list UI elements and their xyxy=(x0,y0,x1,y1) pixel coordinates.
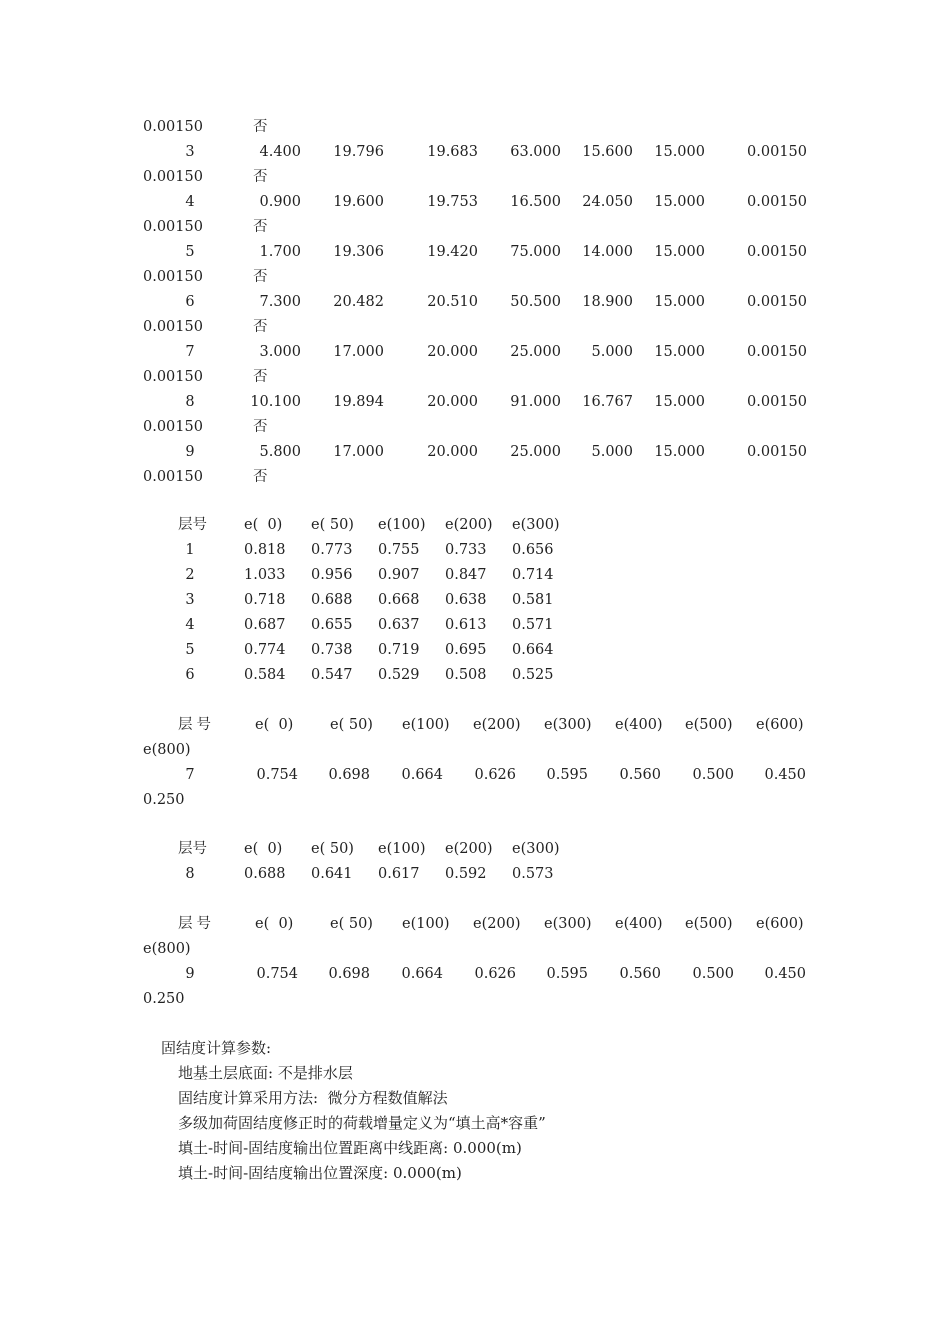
table-row-wrap xyxy=(0,365,950,390)
cell: 19.420 xyxy=(427,244,478,260)
cell: 0.664 xyxy=(512,642,554,658)
cell: 0.250 xyxy=(143,991,185,1007)
cell: 15.600 xyxy=(582,144,633,160)
cell: 0.560 xyxy=(619,966,661,982)
cell: 0.00150 xyxy=(747,444,807,460)
cell: 19.683 xyxy=(427,144,478,160)
cell: 24.050 xyxy=(582,194,633,210)
cell: 17.000 xyxy=(333,444,384,460)
cell: 0.00150 xyxy=(747,194,807,210)
column-header: e(200) xyxy=(473,717,521,733)
cell: 0.581 xyxy=(512,592,554,608)
column-header: e(100) xyxy=(378,517,426,533)
column-header: e(400) xyxy=(615,717,663,733)
column-header: e( 0) xyxy=(255,916,294,932)
cell: 0.500 xyxy=(692,966,734,982)
cell: 0.773 xyxy=(311,542,353,558)
column-header: e(200) xyxy=(445,841,493,857)
cell: 0.00150 xyxy=(747,344,807,360)
cell: 0.525 xyxy=(512,667,554,683)
cell: 0.755 xyxy=(378,542,420,558)
cell: 否 xyxy=(253,319,268,335)
column-header: e( 0) xyxy=(255,717,294,733)
cell: 0.900 xyxy=(259,194,301,210)
cell: 0.637 xyxy=(378,617,420,633)
column-header: e(300) xyxy=(544,916,592,932)
table-header xyxy=(0,713,950,738)
column-header: e(400) xyxy=(615,916,663,932)
cell: 17.000 xyxy=(333,344,384,360)
cell: 4.400 xyxy=(259,144,301,160)
table-row xyxy=(0,290,950,315)
cell: 5.000 xyxy=(591,444,633,460)
cell: 0.907 xyxy=(378,567,420,583)
cell: 0.584 xyxy=(244,667,286,683)
column-header: e(300) xyxy=(512,517,560,533)
table-row xyxy=(0,763,950,788)
cell: 0.00150 xyxy=(143,319,203,335)
cell: 15.000 xyxy=(654,244,705,260)
cell: 0.655 xyxy=(311,617,353,633)
cell: 0.500 xyxy=(692,767,734,783)
table-header xyxy=(0,837,950,862)
table-row xyxy=(0,588,950,613)
table-row xyxy=(0,140,950,165)
cell: 0.698 xyxy=(328,966,370,982)
cell: 0.573 xyxy=(512,866,554,882)
cell: 0.668 xyxy=(378,592,420,608)
cell: 20.000 xyxy=(427,344,478,360)
cell: 15.000 xyxy=(654,144,705,160)
param-line: 固结度计算采用方法: 微分方程数值解法 xyxy=(178,1089,448,1107)
cell: 1.033 xyxy=(244,567,286,583)
cell: 19.753 xyxy=(427,194,478,210)
cell: 0.560 xyxy=(619,767,661,783)
cell: 0.450 xyxy=(764,767,806,783)
column-header: e(800) xyxy=(143,742,191,758)
cell: 0.00150 xyxy=(143,219,203,235)
cell: 19.306 xyxy=(333,244,384,260)
table-header xyxy=(0,912,950,937)
table-row-wrap xyxy=(0,465,950,490)
cell: 否 xyxy=(253,219,268,235)
cell: 1.700 xyxy=(259,244,301,260)
cell: 20.510 xyxy=(427,294,478,310)
column-header: e( 50) xyxy=(330,717,373,733)
cell: 0.529 xyxy=(378,667,420,683)
cell: 0.00150 xyxy=(143,419,203,435)
layer-number: 3 xyxy=(185,144,195,160)
cell: 50.500 xyxy=(510,294,561,310)
table-row xyxy=(0,663,950,688)
cell: 25.000 xyxy=(510,444,561,460)
column-header: e(500) xyxy=(685,717,733,733)
cell: 19.796 xyxy=(333,144,384,160)
column-header: e(300) xyxy=(512,841,560,857)
cell: 91.000 xyxy=(510,394,561,410)
param-line: 多级加荷固结度修正时的荷载增量定义为“填土高*容重” xyxy=(178,1114,546,1132)
cell: 0.847 xyxy=(445,567,487,583)
cell: 0.687 xyxy=(244,617,286,633)
column-header: 层号 xyxy=(178,841,207,857)
cell: 0.641 xyxy=(311,866,353,882)
table-row xyxy=(0,613,950,638)
table-row xyxy=(0,340,950,365)
column-header: e(500) xyxy=(685,916,733,932)
cell: 0.00150 xyxy=(143,369,203,385)
cell: 15.000 xyxy=(654,194,705,210)
cell: 0.688 xyxy=(244,866,286,882)
cell: 3.000 xyxy=(259,344,301,360)
cell: 0.626 xyxy=(474,767,516,783)
table-row xyxy=(0,538,950,563)
cell: 0.547 xyxy=(311,667,353,683)
cell: 0.250 xyxy=(143,792,185,808)
cell: 0.733 xyxy=(445,542,487,558)
cell: 0.664 xyxy=(401,966,443,982)
cell: 0.664 xyxy=(401,767,443,783)
cell: 0.718 xyxy=(244,592,286,608)
cell: 0.00150 xyxy=(747,244,807,260)
cell: 20.482 xyxy=(333,294,384,310)
table-header xyxy=(0,513,950,538)
column-header: 层号 xyxy=(178,717,215,733)
layer-number: 7 xyxy=(185,344,195,360)
column-header: e(200) xyxy=(445,517,493,533)
cell: 15.000 xyxy=(654,444,705,460)
cell: 20.000 xyxy=(427,444,478,460)
column-header: 层号 xyxy=(178,517,207,533)
column-header: e(800) xyxy=(143,941,191,957)
table-row xyxy=(0,390,950,415)
cell: 0.638 xyxy=(445,592,487,608)
column-header: e( 50) xyxy=(311,517,354,533)
cell: 14.000 xyxy=(582,244,633,260)
cell: 10.100 xyxy=(250,394,301,410)
table-row-wrap xyxy=(0,987,950,1012)
cell: 5.000 xyxy=(591,344,633,360)
cell: 0.595 xyxy=(546,966,588,982)
layer-number: 3 xyxy=(185,592,195,608)
cell: 0.956 xyxy=(311,567,353,583)
cell: 7.300 xyxy=(259,294,301,310)
cell: 0.613 xyxy=(445,617,487,633)
cell: 否 xyxy=(253,419,268,435)
cell: 0.00150 xyxy=(143,469,203,485)
table-row xyxy=(0,190,950,215)
cell: 19.600 xyxy=(333,194,384,210)
cell: 25.000 xyxy=(510,344,561,360)
table-row-wrap xyxy=(0,165,950,190)
cell: 0.617 xyxy=(378,866,420,882)
table-row-wrap xyxy=(0,265,950,290)
layer-number: 9 xyxy=(185,444,195,460)
column-header: 层号 xyxy=(178,916,215,932)
cell: 0.688 xyxy=(311,592,353,608)
layer-number: 5 xyxy=(185,244,195,260)
cell: 否 xyxy=(253,169,268,185)
table-row xyxy=(0,240,950,265)
cell: 15.000 xyxy=(654,394,705,410)
layer-number: 6 xyxy=(185,294,195,310)
layer-number: 4 xyxy=(185,617,195,633)
cell: 0.00150 xyxy=(747,294,807,310)
cell: 0.656 xyxy=(512,542,554,558)
table-header-wrap xyxy=(0,738,950,763)
column-header: e(600) xyxy=(756,717,804,733)
layer-number: 2 xyxy=(185,567,195,583)
column-header: e(100) xyxy=(378,841,426,857)
cell: 0.595 xyxy=(546,767,588,783)
cell: 15.000 xyxy=(654,344,705,360)
cell: 15.000 xyxy=(654,294,705,310)
param-line: 填土-时间-固结度输出位置深度: 0.000(m) xyxy=(178,1164,462,1182)
column-header: e(100) xyxy=(402,916,450,932)
column-header: e( 0) xyxy=(244,841,283,857)
cell: 0.714 xyxy=(512,567,554,583)
table-header-wrap xyxy=(0,937,950,962)
cell: 否 xyxy=(253,469,268,485)
cell: 0.695 xyxy=(445,642,487,658)
cell: 0.754 xyxy=(256,966,298,982)
layer-number: 7 xyxy=(185,767,195,783)
layer-number: 5 xyxy=(185,642,195,658)
cell: 16.500 xyxy=(510,194,561,210)
cell: 75.000 xyxy=(510,244,561,260)
column-header: e( 50) xyxy=(311,841,354,857)
cell: 0.450 xyxy=(764,966,806,982)
column-header: e(200) xyxy=(473,916,521,932)
layer-number: 8 xyxy=(185,866,195,882)
cell: 5.800 xyxy=(259,444,301,460)
param-line: 填土-时间-固结度输出位置距离中线距离: 0.000(m) xyxy=(178,1139,522,1157)
table-row-wrap xyxy=(0,115,950,140)
layer-number: 8 xyxy=(185,394,195,410)
table-row-wrap xyxy=(0,215,950,240)
table-row-wrap xyxy=(0,788,950,813)
cell: 18.900 xyxy=(582,294,633,310)
table-row-wrap xyxy=(0,315,950,340)
layer-number: 4 xyxy=(185,194,195,210)
cell: 0.754 xyxy=(256,767,298,783)
layer-number: 9 xyxy=(185,966,195,982)
layer-number: 1 xyxy=(185,542,195,558)
cell: 0.592 xyxy=(445,866,487,882)
column-header: e(100) xyxy=(402,717,450,733)
table-row xyxy=(0,563,950,588)
cell: 否 xyxy=(253,369,268,385)
table-row xyxy=(0,638,950,663)
param-line: 地基土层底面: 不是排水层 xyxy=(178,1064,353,1082)
cell: 0.00150 xyxy=(143,169,203,185)
layer-number: 6 xyxy=(185,667,195,683)
column-header: e(300) xyxy=(544,717,592,733)
cell: 0.626 xyxy=(474,966,516,982)
cell: 63.000 xyxy=(510,144,561,160)
table-row-wrap xyxy=(0,415,950,440)
cell: 19.894 xyxy=(333,394,384,410)
cell: 0.719 xyxy=(378,642,420,658)
cell: 16.767 xyxy=(582,394,633,410)
cell: 20.000 xyxy=(427,394,478,410)
cell: 0.00150 xyxy=(747,144,807,160)
cell: 否 xyxy=(253,119,268,135)
cell: 0.00150 xyxy=(143,269,203,285)
section-title: 固结度计算参数: xyxy=(161,1039,272,1057)
cell: 0.818 xyxy=(244,542,286,558)
table-row xyxy=(0,962,950,987)
cell: 0.00150 xyxy=(143,119,203,135)
cell: 0.508 xyxy=(445,667,487,683)
table-row xyxy=(0,862,950,887)
column-header: e( 0) xyxy=(244,517,283,533)
cell: 0.571 xyxy=(512,617,554,633)
cell: 0.00150 xyxy=(747,394,807,410)
cell: 0.738 xyxy=(311,642,353,658)
cell: 否 xyxy=(253,269,268,285)
cell: 0.774 xyxy=(244,642,286,658)
cell: 0.698 xyxy=(328,767,370,783)
table-row xyxy=(0,440,950,465)
column-header: e( 50) xyxy=(330,916,373,932)
column-header: e(600) xyxy=(756,916,804,932)
